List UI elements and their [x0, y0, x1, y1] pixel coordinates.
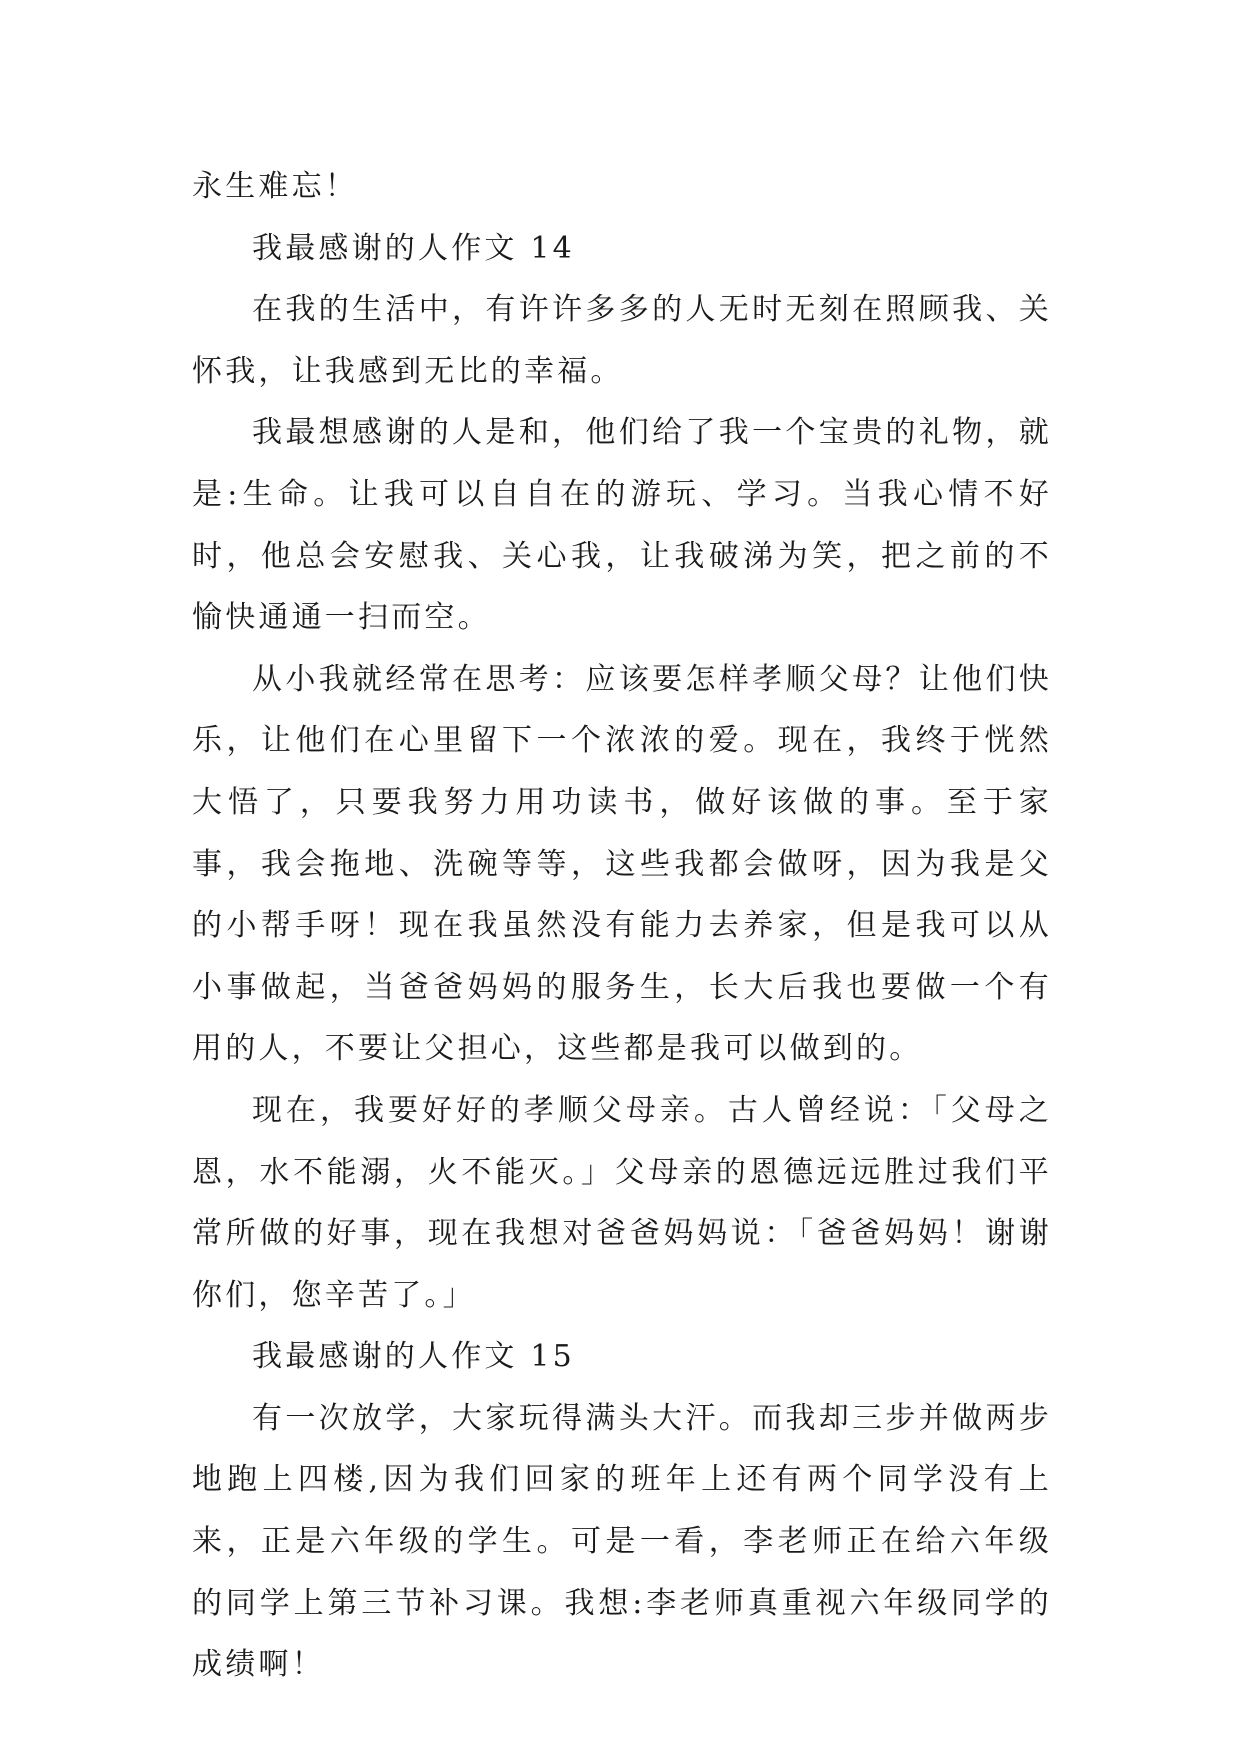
paragraph: 有一次放学，大家玩得满头大汗。而我却三步并做两步地跑上四楼,因为我们回家的班年上还有两个同学没有上来，正是六年级的学生。可是一看，李老师正在给六年级的同学上第三节补习课。我想:李老师真重视六年级同学的成绩啊！ — [192, 1400, 1052, 1683]
paragraph: 在我的生活中，有许许多多的人无时无刻在照顾我、关怀我，让我感到无比的幸福。 — [192, 292, 1052, 389]
paragraph-continuation: 永生难忘！ — [192, 169, 358, 204]
essay-heading-15: 我最感谢的人作文 15 — [252, 1339, 575, 1375]
paragraph: 从小我就经常在思考：应该要怎样孝顺父母？让他们快乐，让他们在心里留下一个浓浓的爱。现在，我终于恍然大悟了，只要我努力用功读书，做好该做的事。至于家事，我会拖地、洗碗等等，这些我都会做呀，因为我是父的小帮手呀！现在我虽然没有能力去养家，但是我可以从小事做起，当爸爸妈妈的服务生，长大后我也要做一个有用的人，不要让父担心，这些都是我可以做到的。 — [192, 661, 1052, 1067]
document-body — [192, 156, 1052, 1696]
paragraph: 现在，我要好好的孝顺父母亲。古人曾经说：「父母之恩，水不能溺，火不能灭。」父母亲的恩德远远胜过我们平常所做的好事，现在我想对爸爸妈妈说：「爸爸妈妈！谢谢你们，您辛苦了。」 — [192, 1092, 1052, 1313]
essay-heading-14: 我最感谢的人作文 14 — [252, 230, 575, 266]
paragraph: 我最想感谢的人是和，他们给了我一个宝贵的礼物，就是:生命。让我可以自自在的游玩、学习。当我心情不好时，他总会安慰我、关心我，让我破涕为笑，把之前的不愉快通通一扫而空。 — [192, 415, 1052, 636]
